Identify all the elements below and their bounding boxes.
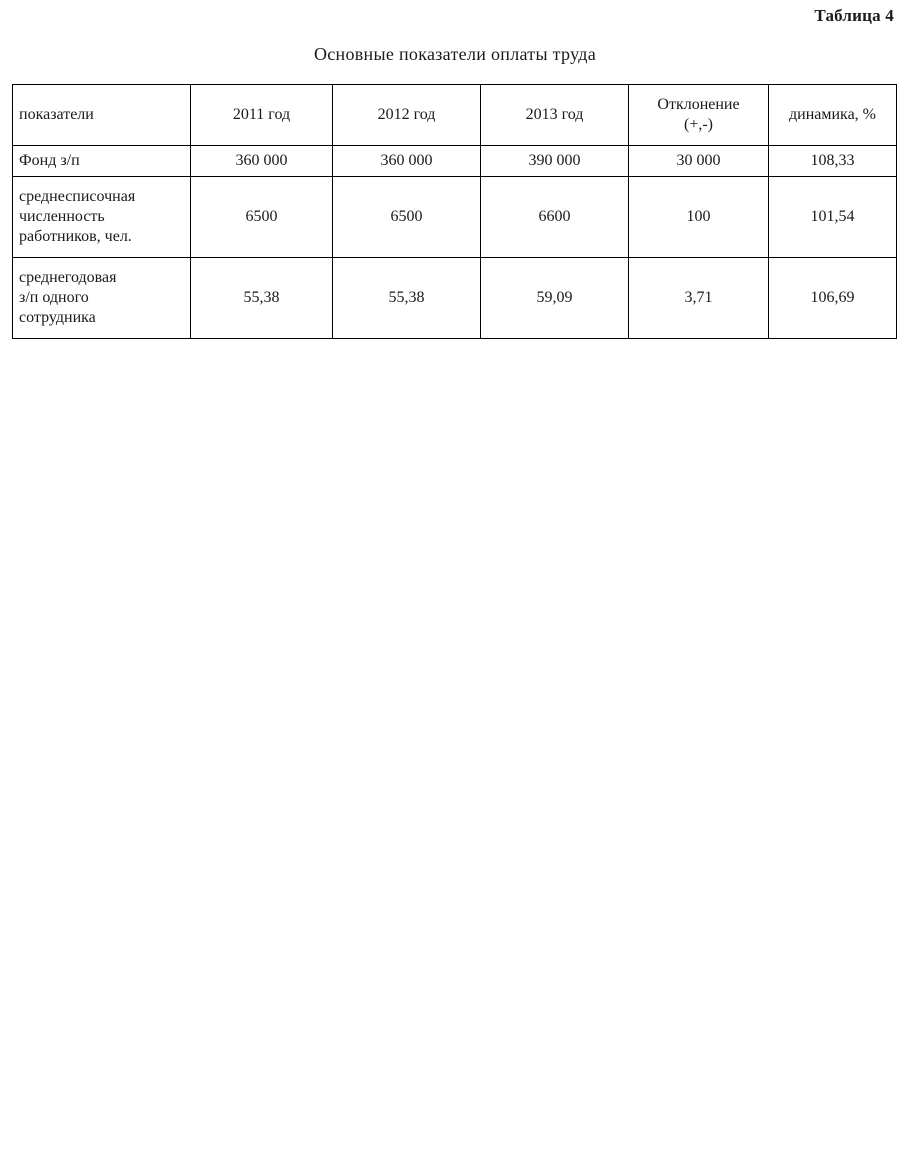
header-deviation-line2: (+,-)	[683, 116, 713, 133]
header-cell-2012: 2012 год	[333, 85, 481, 146]
cell-avg-salary-deviation: 3,71	[629, 258, 769, 339]
header-cell-2013: 2013 год	[481, 85, 629, 146]
row-label-headcount	[13, 177, 191, 258]
cell-fund-2011: 360 000	[191, 146, 333, 177]
cell-fund-dynamics: 108,33	[769, 146, 897, 177]
cell-fund-deviation: 30 000	[629, 146, 769, 177]
header-cell-2011: 2011 год	[191, 85, 333, 146]
cell-avg-salary-dynamics: 106,69	[769, 258, 897, 339]
row-label-avg-salary-line1: среднегодовая	[19, 269, 117, 286]
table-container	[12, 84, 896, 339]
cell-headcount-deviation: 100	[629, 177, 769, 258]
cell-headcount-2012: 6500	[333, 177, 481, 258]
cell-avg-salary-2013: 59,09	[481, 258, 629, 339]
cell-avg-salary-2011: 55,38	[191, 258, 333, 339]
row-label-avg-salary-line3: сотрудника	[19, 309, 96, 326]
table-row	[13, 146, 897, 177]
row-label-headcount-line2: численность	[19, 208, 105, 225]
header-deviation-line1: Отклонение	[657, 96, 740, 113]
indicators-table	[12, 84, 897, 339]
cell-fund-2012: 360 000	[333, 146, 481, 177]
row-label-avg-salary	[13, 258, 191, 339]
table-caption: Таблица 4	[814, 6, 894, 25]
header-cell-dynamics: динамика, %	[769, 85, 897, 146]
cell-fund-2013: 390 000	[481, 146, 629, 177]
row-label-headcount-line3: работников, чел.	[19, 228, 132, 245]
row-label-avg-salary-line2: з/п одного	[19, 289, 89, 306]
cell-headcount-2011: 6500	[191, 177, 333, 258]
table-title: Основные показатели оплаты труда	[313, 44, 597, 64]
row-label-fund: Фонд з/п	[13, 146, 191, 177]
table-row	[13, 258, 897, 339]
cell-avg-salary-2012: 55,38	[333, 258, 481, 339]
header-cell-indicator: показатели	[13, 85, 191, 146]
cell-headcount-2013: 6600	[481, 177, 629, 258]
header-cell-deviation	[629, 85, 769, 146]
cell-headcount-dynamics: 101,54	[769, 177, 897, 258]
table-row	[13, 177, 897, 258]
row-label-headcount-line1: среднесписочная	[19, 188, 136, 205]
table-header-row	[13, 85, 897, 146]
